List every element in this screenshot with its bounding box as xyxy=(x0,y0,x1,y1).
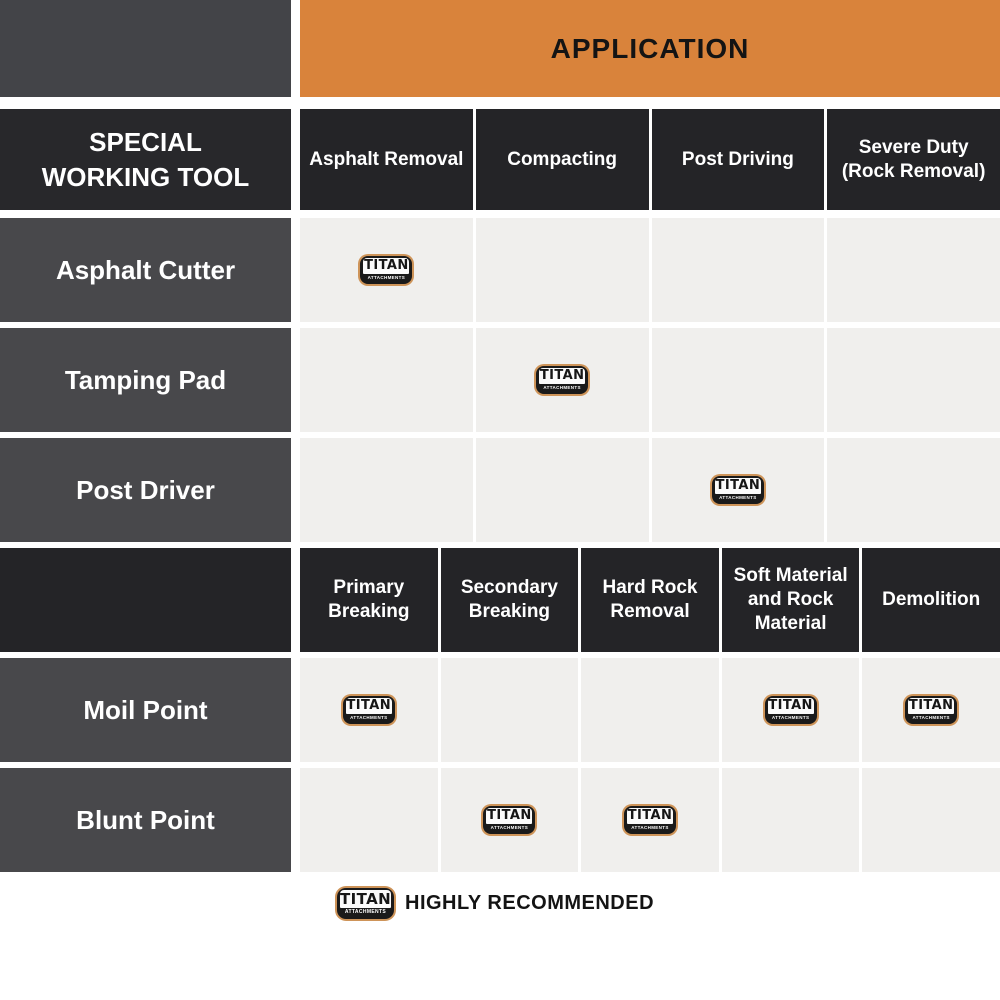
tool-header-line2: WORKING TOOL xyxy=(41,161,250,192)
cell xyxy=(300,658,438,762)
titan-logo-subtext: ATTACHMENTS xyxy=(490,825,529,830)
row-post-driver xyxy=(0,438,1000,542)
titan-logo-text: TITAN xyxy=(627,808,673,823)
row-cells xyxy=(300,218,1000,322)
cell xyxy=(300,218,473,322)
cell xyxy=(441,658,579,762)
cell xyxy=(652,218,825,322)
cell xyxy=(300,438,473,542)
row-label-post-driver: Post Driver xyxy=(0,438,291,542)
titan-attachments-badge xyxy=(343,696,395,724)
cell xyxy=(722,658,860,762)
cell xyxy=(476,218,649,322)
cell xyxy=(441,768,579,872)
cell xyxy=(827,438,1000,542)
titan-logo-text: TITAN xyxy=(768,698,813,713)
cell xyxy=(652,438,825,542)
titan-logo-text: TITAN xyxy=(340,889,392,908)
cell xyxy=(862,658,1000,762)
titan-logo-subtext: ATTACHMENTS xyxy=(344,908,387,915)
titan-attachments-badge xyxy=(337,888,394,919)
col-header-post-driving: Post Driving xyxy=(652,109,825,210)
titan-logo-text: TITAN xyxy=(364,258,409,273)
titan-logo-subtext: ATTACHMENTS xyxy=(912,715,950,720)
titan-logo-subtext: ATTACHMENTS xyxy=(350,715,388,720)
titan-logo-subtext: ATTACHMENTS xyxy=(719,495,757,500)
titan-logo-text: TITAN xyxy=(487,808,532,823)
titan-attachments-badge xyxy=(536,366,588,394)
cell xyxy=(476,328,649,432)
titan-attachments-badge xyxy=(712,476,764,504)
row-tamping-pad xyxy=(0,328,1000,432)
row-cells xyxy=(300,438,1000,542)
legend-label: HIGHLY RECOMMENDED xyxy=(405,891,655,914)
titan-logo-subtext: ATTACHMENTS xyxy=(367,275,406,280)
cell xyxy=(581,768,719,872)
section2-header-band xyxy=(0,548,1000,652)
col-header-demolition: Demolition xyxy=(862,548,1000,652)
col-header-severe-duty: Severe Duty (Rock Removal) xyxy=(827,109,1000,210)
col-header-secondary-breaking: Secondary Breaking xyxy=(441,548,579,652)
titan-logo-text: TITAN xyxy=(346,698,392,713)
cell xyxy=(722,768,860,872)
section1-columns xyxy=(300,109,1000,210)
titan-attachments-badge xyxy=(360,256,412,284)
row-label-tamping-pad: Tamping Pad xyxy=(0,328,291,432)
row-label-blunt-point: Blunt Point xyxy=(0,768,291,872)
section2-columns xyxy=(300,548,1000,652)
col-header-soft-material: Soft Material and Rock Material xyxy=(722,548,860,652)
row-moil-point xyxy=(0,658,1000,762)
titan-attachments-badge xyxy=(483,806,535,834)
cell xyxy=(652,328,825,432)
application-header xyxy=(300,0,1000,97)
legend xyxy=(337,884,1000,922)
blank-header-box xyxy=(0,548,291,652)
special-working-tool-header xyxy=(0,109,291,210)
row-cells xyxy=(300,658,1000,762)
col-header-asphalt-removal: Asphalt Removal xyxy=(300,109,473,210)
row-blunt-point xyxy=(0,768,1000,872)
row-cells xyxy=(300,768,1000,872)
row-asphalt-cutter xyxy=(0,218,1000,322)
tool-header-line1: SPECIAL xyxy=(89,127,202,158)
row-label-moil-point: Moil Point xyxy=(0,658,291,762)
col-header-hard-rock-removal: Hard Rock Removal xyxy=(581,548,719,652)
cell xyxy=(476,438,649,542)
cell xyxy=(581,658,719,762)
titan-logo-subtext: ATTACHMENTS xyxy=(543,385,581,390)
cell xyxy=(862,768,1000,872)
cell xyxy=(300,768,438,872)
cell xyxy=(827,218,1000,322)
application-title: APPLICATION xyxy=(550,32,750,64)
titan-logo-text: TITAN xyxy=(908,698,954,713)
titan-attachments-badge xyxy=(905,696,957,724)
titan-logo-subtext: ATTACHMENTS xyxy=(771,715,810,720)
cell xyxy=(300,328,473,432)
section1-header-band xyxy=(0,109,1000,210)
titan-logo-text: TITAN xyxy=(539,368,585,383)
top-header-band xyxy=(0,0,1000,97)
col-header-primary-breaking: Primary Breaking xyxy=(300,548,438,652)
row-cells xyxy=(300,328,1000,432)
col-header-compacting: Compacting xyxy=(476,109,649,210)
titan-logo-text: TITAN xyxy=(715,478,761,493)
titan-attachments-badge xyxy=(624,806,676,834)
titan-logo-subtext: ATTACHMENTS xyxy=(631,825,669,830)
titan-attachments-badge xyxy=(765,696,817,724)
row-label-asphalt-cutter: Asphalt Cutter xyxy=(0,218,291,322)
cell xyxy=(827,328,1000,432)
corner-box xyxy=(0,0,291,97)
